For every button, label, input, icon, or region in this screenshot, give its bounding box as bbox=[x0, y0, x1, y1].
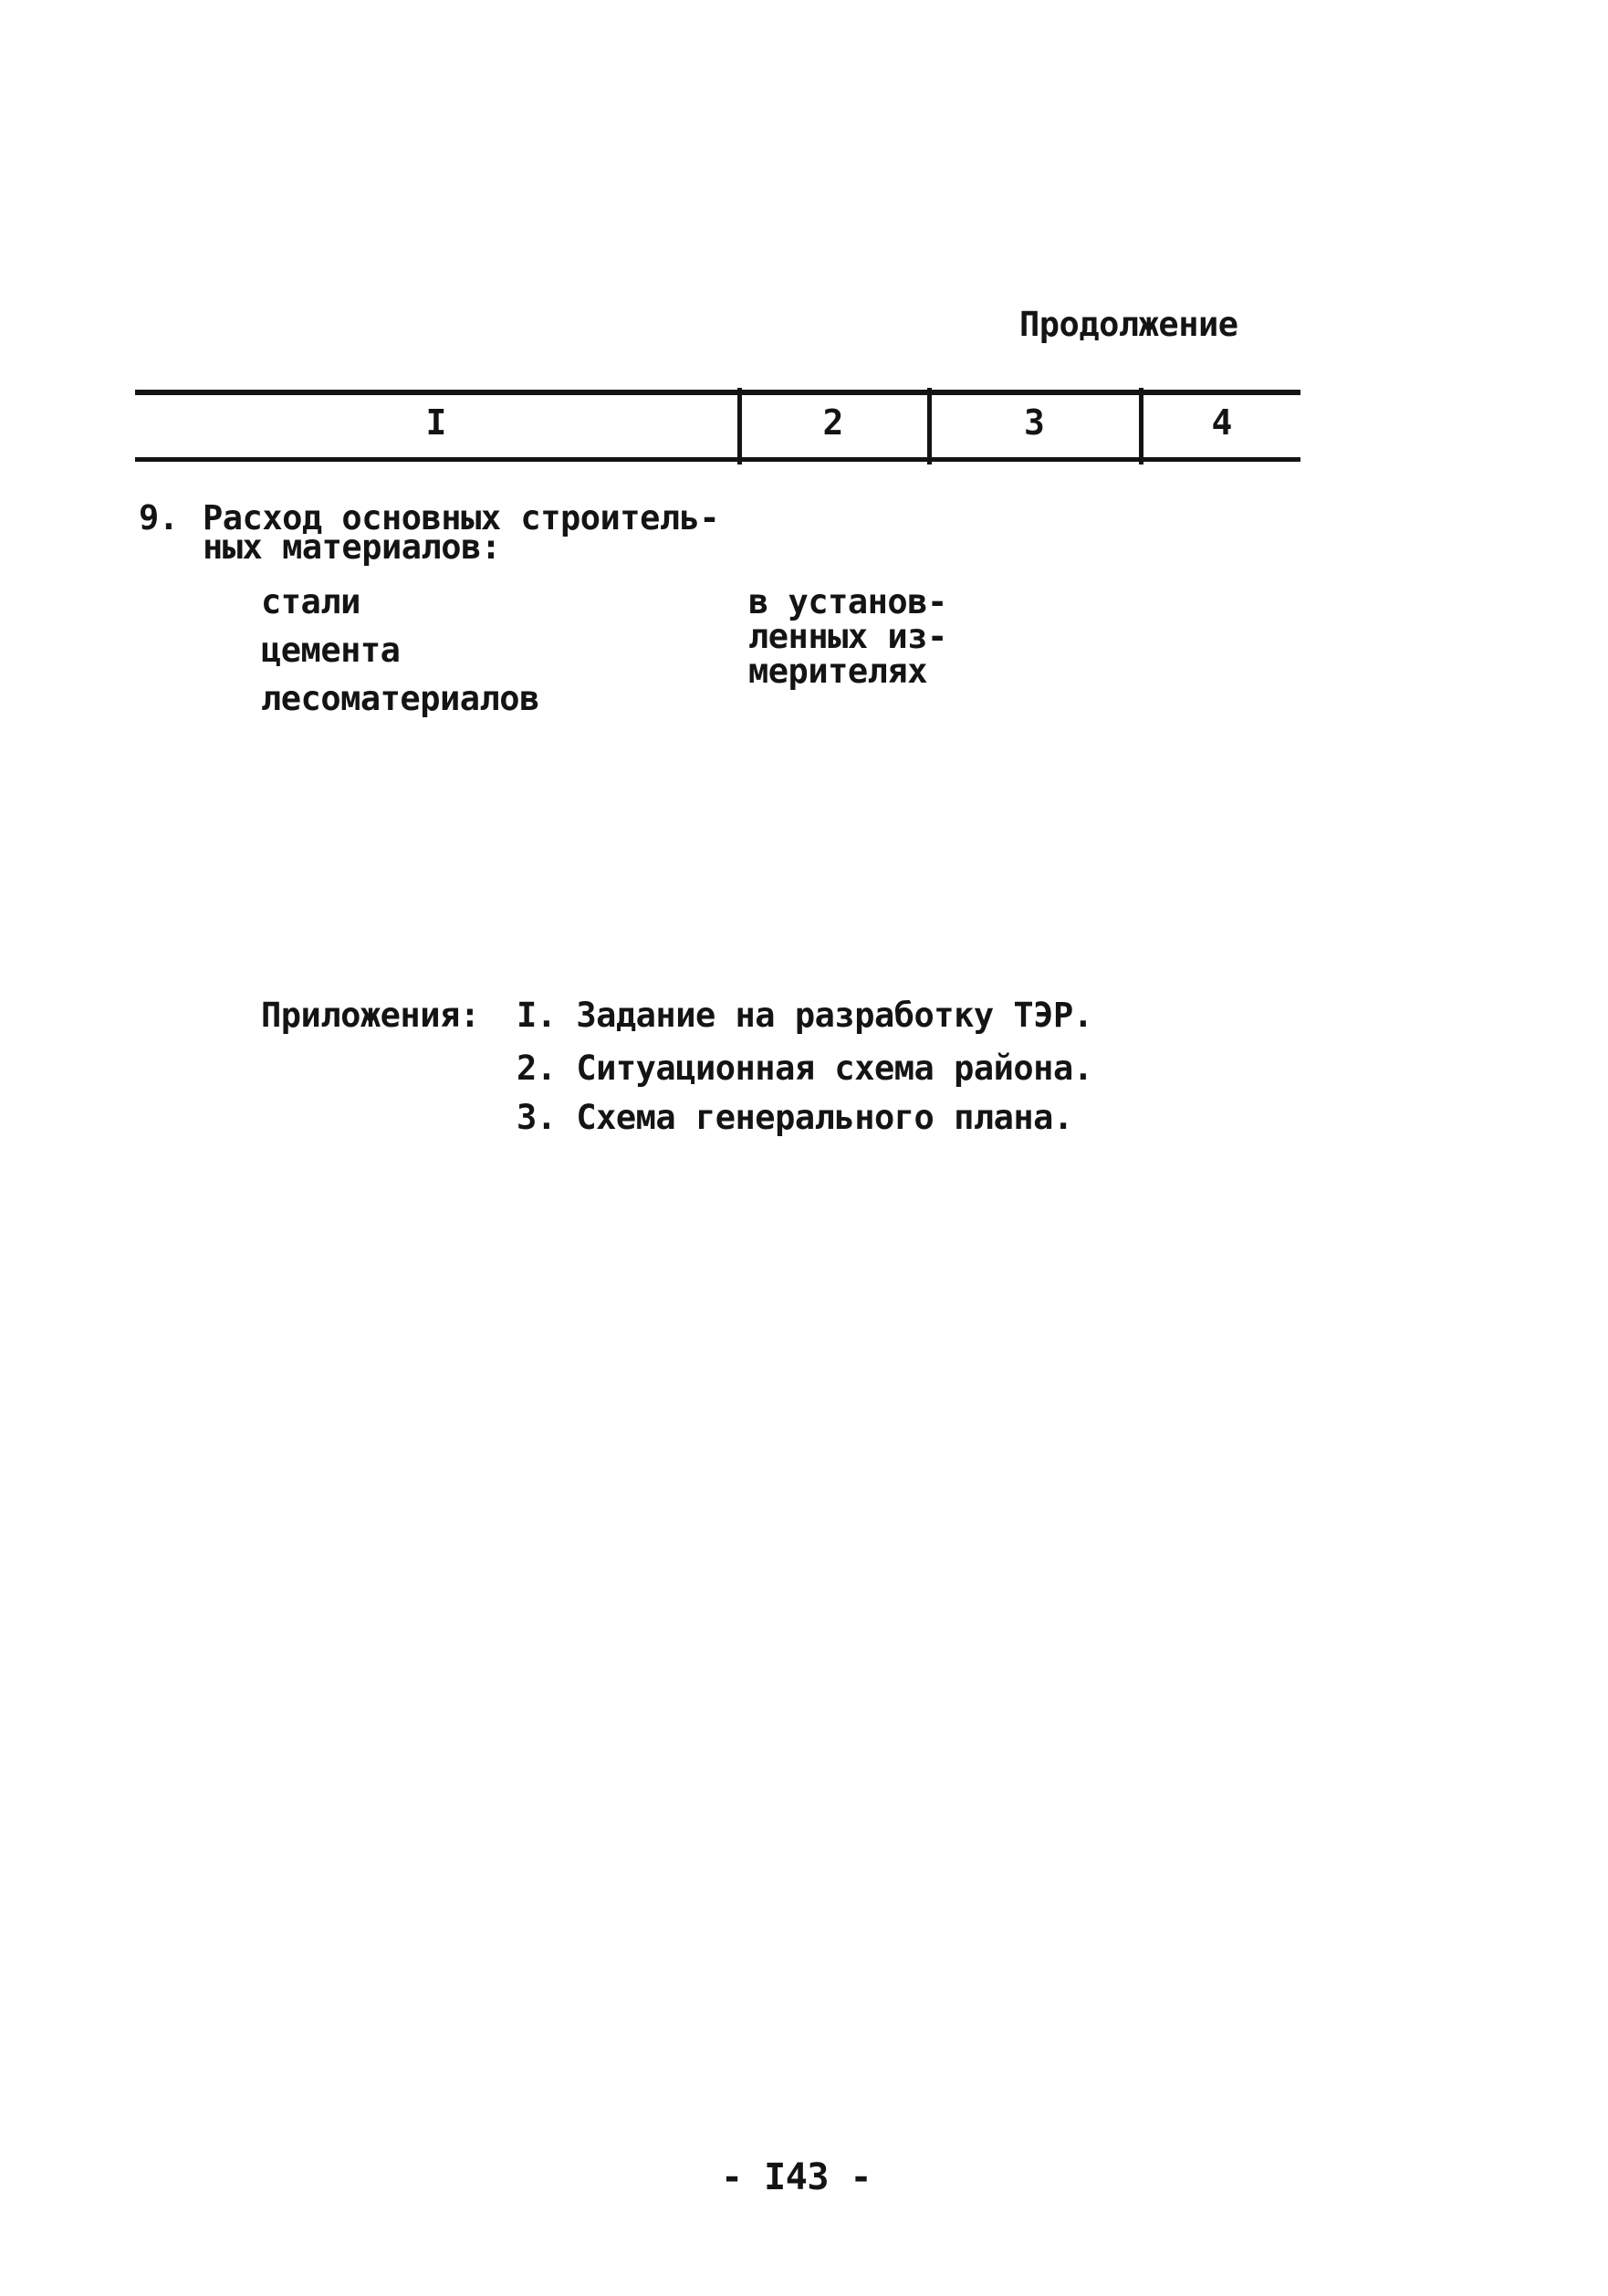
appendix-item: 3. Схема генерального плана. bbox=[517, 1098, 1073, 1137]
material-timber: лесоматериалов bbox=[261, 679, 539, 718]
item-title-line-2: ных материалов: bbox=[203, 527, 501, 567]
table-bottom-rule bbox=[135, 457, 1300, 462]
material-cement: цемента bbox=[261, 631, 401, 670]
column-4-header: 4 bbox=[1211, 402, 1233, 443]
table-header bbox=[135, 388, 1300, 464]
appendices-label: Приложения: bbox=[261, 996, 480, 1035]
item-number: 9. bbox=[139, 498, 179, 537]
item-title-line-1: Расход основных строитель- bbox=[203, 498, 720, 537]
column-1-header: I bbox=[425, 402, 447, 443]
appendix-item: 2. Ситуационная схема района. bbox=[517, 1049, 1093, 1088]
page-number: - I43 - bbox=[721, 2156, 872, 2198]
material-steel: стали bbox=[261, 582, 360, 621]
appendix-item: I. Задание на разработку ТЭР. bbox=[517, 996, 1093, 1035]
unit-line-2: ленных из- bbox=[748, 617, 947, 656]
unit-line-1: в установ- bbox=[748, 582, 947, 621]
column-3-header: 3 bbox=[1024, 402, 1045, 443]
column-2-header: 2 bbox=[822, 402, 844, 443]
unit-line-3: мерителях bbox=[748, 652, 927, 691]
table-top-rule bbox=[135, 390, 1300, 395]
continuation-label: Продолжение bbox=[1019, 305, 1238, 344]
